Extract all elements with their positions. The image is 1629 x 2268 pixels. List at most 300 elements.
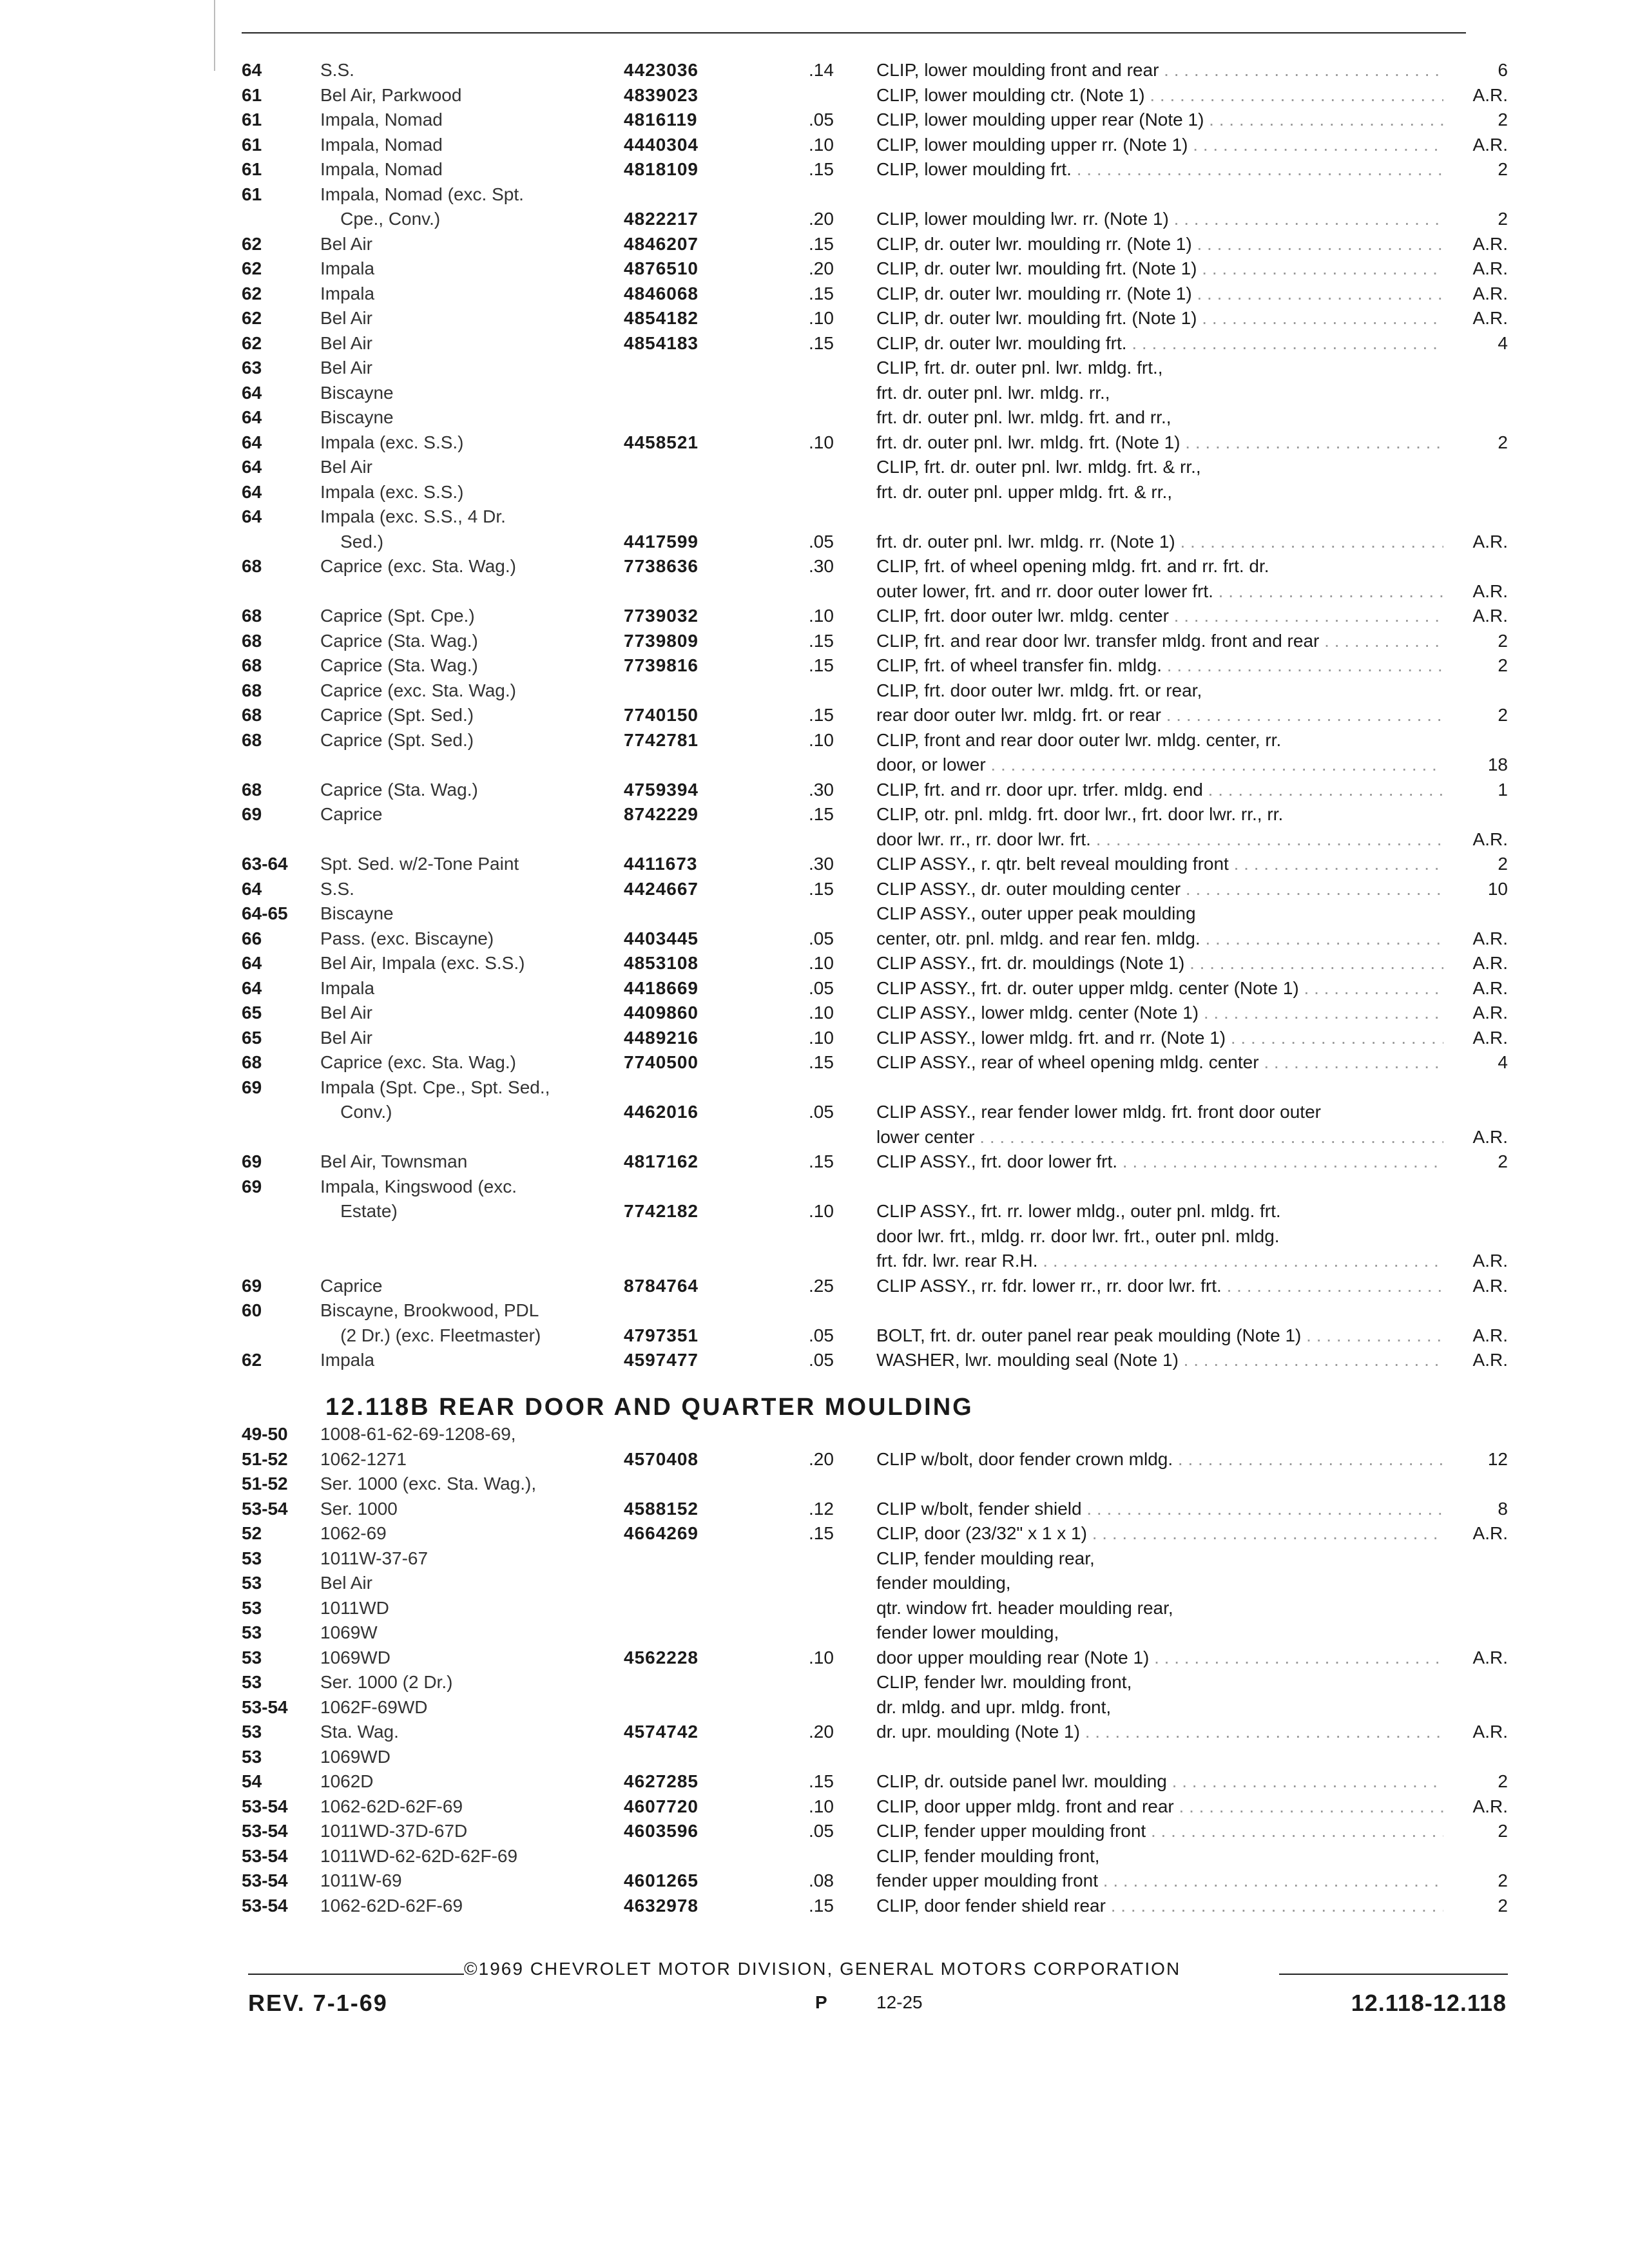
part-number-cell: 4816119	[624, 110, 698, 130]
description-cell: CLIP, fender moulding rear,	[876, 1548, 1095, 1568]
model-cell: Sed.)	[320, 531, 384, 552]
quantity-cell: A.R.	[1472, 134, 1508, 155]
part-number-cell: 4846207	[624, 233, 699, 254]
quantity-cell: 2	[1498, 854, 1508, 874]
parts-row	[242, 331, 1508, 356]
price-cell: .10	[809, 953, 834, 973]
parts-row	[242, 1298, 1508, 1323]
year-cell: 51-52	[242, 1448, 288, 1469]
parts-row	[242, 1497, 1508, 1522]
year-cell: 53-54	[242, 1696, 288, 1717]
model-cell: Impala	[320, 258, 375, 278]
description-cell: fender moulding,	[876, 1573, 1011, 1593]
year-cell: 69	[242, 1077, 262, 1097]
parts-row	[242, 282, 1508, 307]
model-cell: Bel Air	[320, 1573, 372, 1593]
quantity-cell: A.R.	[1472, 1126, 1508, 1147]
quantity-cell: 2	[1498, 1771, 1508, 1791]
quantity-cell: 18	[1487, 754, 1508, 774]
model-cell: 1062F-69WD	[320, 1696, 428, 1717]
model-cell: Impala	[320, 1350, 375, 1370]
part-number-cell: 4597477	[624, 1350, 699, 1370]
quantity-cell: A.R.	[1472, 1325, 1508, 1345]
year-cell: 53	[242, 1672, 262, 1692]
model-cell: Biscayne, Brookwood, PDL	[320, 1300, 539, 1320]
year-cell: 60	[242, 1300, 262, 1320]
footer-revision: REV. 7-1-69	[248, 1990, 388, 2016]
part-number-cell: 7739816	[624, 655, 699, 675]
description-cell: CLIP, frt. door outer lwr. mldg. frt. or rear,	[876, 680, 1202, 700]
model-cell: Caprice (Sta. Wag.)	[320, 630, 478, 651]
parts-row	[242, 1521, 1508, 1546]
header-rule	[242, 32, 1466, 34]
part-number-cell: 4409860	[624, 1003, 699, 1023]
parts-row	[242, 1819, 1508, 1844]
description-cell: CLIP, otr. pnl. mldg. frt. door lwr., frt. door lwr. rr., rr.	[876, 804, 1284, 824]
quantity-cell: A.R.	[1472, 928, 1508, 948]
description-cell: CLIP w/bolt, door fender crown mldg. . . .	[876, 1447, 1443, 1472]
model-cell: Bel Air, Impala (exc. S.S.)	[320, 953, 525, 973]
price-cell: .05	[809, 1102, 834, 1122]
price-cell: .20	[809, 258, 834, 278]
quantity-cell: A.R.	[1472, 829, 1508, 849]
price-cell: .20	[809, 1722, 834, 1742]
parts-row	[242, 1670, 1508, 1695]
price-cell: .10	[809, 1003, 834, 1023]
quantity-cell: 2	[1498, 209, 1508, 229]
parts-list-upper	[242, 58, 1508, 1373]
quantity-cell: 4	[1498, 1052, 1508, 1072]
part-number-cell: 4664269	[624, 1523, 699, 1543]
model-cell: Sta. Wag.	[320, 1722, 399, 1742]
description-cell: CLIP, frt. door outer lwr. mldg. center . . .	[876, 604, 1443, 628]
year-cell: 53-54	[242, 1821, 288, 1841]
price-cell: .10	[809, 606, 834, 626]
model-cell: Bel Air	[320, 1003, 372, 1023]
model-cell: Impala (exc. S.S., 4 Dr.	[320, 506, 506, 526]
year-cell: 62	[242, 308, 262, 328]
quantity-cell: 2	[1498, 1821, 1508, 1841]
parts-row	[242, 778, 1508, 803]
year-cell: 61	[242, 110, 262, 130]
model-cell: Impala (exc. S.S.)	[320, 481, 464, 502]
year-cell: 64	[242, 382, 262, 403]
year-cell: 68	[242, 705, 262, 725]
quantity-cell: 2	[1498, 1870, 1508, 1890]
year-cell: 53	[242, 1746, 262, 1767]
description-cell: lower center . . .	[876, 1125, 1443, 1149]
model-cell: 1062-1271	[320, 1448, 407, 1469]
year-cell: 51-52	[242, 1474, 288, 1494]
description-cell: frt. dr. outer pnl. lwr. mldg. frt. and rr.,	[876, 407, 1171, 427]
part-number-cell: 4423036	[624, 60, 699, 80]
year-cell: 53	[242, 1647, 262, 1667]
year-cell: 64	[242, 878, 262, 899]
year-cell: 53	[242, 1573, 262, 1593]
description-cell: CLIP ASSY., rr. fdr. lower rr., rr. door lwr. frt. . . .	[876, 1274, 1443, 1298]
parts-row	[242, 852, 1508, 877]
parts-row	[242, 1447, 1508, 1472]
part-number-cell: 4424667	[624, 878, 699, 899]
year-cell: 53	[242, 1548, 262, 1568]
parts-row	[242, 653, 1508, 678]
parts-row	[242, 1149, 1508, 1175]
model-cell: Biscayne	[320, 407, 394, 427]
description-cell: CLIP, lower moulding front and rear . . .	[876, 58, 1443, 82]
parts-row	[242, 1175, 1508, 1200]
part-number-cell: 4601265	[624, 1870, 699, 1890]
parts-row	[242, 256, 1508, 282]
description-cell: CLIP, front and rear door outer lwr. mldg. center, rr.	[876, 729, 1282, 750]
price-cell: .15	[809, 1052, 834, 1072]
part-number-cell: 4854182	[624, 308, 699, 328]
description-cell: CLIP ASSY., outer upper peak moulding	[876, 903, 1196, 923]
quantity-cell: A.R.	[1472, 606, 1508, 626]
parts-row	[242, 976, 1508, 1001]
parts-row	[242, 1646, 1508, 1671]
model-cell: Caprice	[320, 1275, 383, 1296]
description-cell: fender lower moulding,	[876, 1622, 1059, 1642]
price-cell: .14	[809, 60, 834, 80]
part-number-cell: 4570408	[624, 1448, 699, 1469]
parts-row	[242, 1472, 1508, 1497]
model-cell: 1062-62D-62F-69	[320, 1895, 463, 1916]
part-number-cell: 8742229	[624, 804, 699, 824]
quantity-cell: A.R.	[1472, 1523, 1508, 1543]
part-number-cell: 4759394	[624, 779, 699, 800]
parts-row	[242, 753, 1508, 778]
model-cell: Caprice (Spt. Sed.)	[320, 729, 474, 750]
description-cell: CLIP ASSY., r. qtr. belt reveal moulding front . . .	[876, 852, 1443, 876]
price-cell: .15	[809, 1523, 834, 1543]
model-cell: Impala, Nomad	[320, 159, 443, 179]
model-cell: Estate)	[320, 1201, 398, 1221]
description-cell: CLIP, lower moulding upper rr. (Note 1) . . .	[876, 133, 1443, 157]
description-cell: CLIP, door upper mldg. front and rear . . .	[876, 1794, 1443, 1819]
model-cell: Bel Air	[320, 332, 372, 353]
part-number-cell: 4854183	[624, 332, 699, 353]
description-cell: qtr. window frt. header moulding rear,	[876, 1597, 1173, 1618]
footer-p-marker: P	[815, 1992, 827, 2012]
year-cell: 62	[242, 233, 262, 254]
year-cell: 53-54	[242, 1498, 288, 1519]
description-cell: CLIP, frt. of wheel transfer fin. mldg. . . .	[876, 653, 1443, 678]
parts-row	[242, 430, 1508, 456]
year-cell: 62	[242, 283, 262, 303]
quantity-cell: A.R.	[1472, 977, 1508, 998]
quantity-cell: 2	[1498, 705, 1508, 725]
model-cell: Impala	[320, 283, 375, 303]
year-cell: 53	[242, 1722, 262, 1742]
part-number-cell: 4462016	[624, 1102, 699, 1122]
parts-row	[242, 108, 1508, 133]
parts-row	[242, 877, 1508, 902]
part-number-cell: 4822217	[624, 209, 699, 229]
description-cell: BOLT, frt. dr. outer panel rear peak moulding (Note 1) . . .	[876, 1323, 1443, 1348]
price-cell: .30	[809, 556, 834, 576]
model-cell: Impala, Nomad	[320, 134, 443, 155]
model-cell: Caprice (Spt. Sed.)	[320, 705, 474, 725]
parts-row	[242, 381, 1508, 406]
year-cell: 62	[242, 258, 262, 278]
parts-row	[242, 1596, 1508, 1621]
model-cell: Caprice (Sta. Wag.)	[320, 655, 478, 675]
section-title: 12.118B REAR DOOR AND QUARTER MOULDING	[325, 1394, 974, 1421]
year-cell: 64	[242, 432, 262, 452]
model-cell: Ser. 1000 (exc. Sta. Wag.),	[320, 1474, 537, 1494]
year-cell: 68	[242, 606, 262, 626]
year-cell: 68	[242, 655, 262, 675]
parts-row	[242, 678, 1508, 704]
price-cell: .10	[809, 1201, 834, 1221]
part-number-cell: 4846068	[624, 283, 699, 303]
description-cell: CLIP, door (23/32" x 1 x 1) . . .	[876, 1521, 1443, 1546]
year-cell: 64	[242, 977, 262, 998]
parts-row	[242, 405, 1508, 430]
model-cell: Bel Air	[320, 308, 372, 328]
model-cell: Bel Air	[320, 233, 372, 254]
part-number-cell: 4632978	[624, 1895, 699, 1916]
year-cell: 64	[242, 481, 262, 502]
year-cell: 68	[242, 556, 262, 576]
quantity-cell: A.R.	[1472, 1251, 1508, 1271]
parts-row	[242, 728, 1508, 753]
description-cell: CLIP, dr. outer lwr. moulding rr. (Note 1) . . .	[876, 232, 1443, 256]
description-cell: CLIP, dr. outer lwr. moulding frt. (Note 1) . . .	[876, 256, 1443, 281]
description-cell: frt. dr. outer pnl. lwr. mldg. rr. (Note 1) . . .	[876, 530, 1443, 554]
model-cell: Biscayne	[320, 903, 394, 923]
year-cell: 64	[242, 506, 262, 526]
price-cell: .15	[809, 233, 834, 254]
model-cell: Impala	[320, 977, 375, 998]
year-cell: 52	[242, 1523, 262, 1543]
footer-rule-left	[248, 1974, 464, 1975]
part-number-cell: 4797351	[624, 1325, 699, 1345]
price-cell: .15	[809, 332, 834, 353]
year-cell: 68	[242, 779, 262, 800]
price-cell: .10	[809, 1647, 834, 1667]
description-cell: door lwr. frt., mldg. rr. door lwr. frt., outer pnl. mldg.	[876, 1225, 1280, 1246]
price-cell: .15	[809, 1771, 834, 1791]
year-cell: 53-54	[242, 1870, 288, 1890]
year-cell: 54	[242, 1771, 262, 1791]
model-cell: 1062-69	[320, 1523, 387, 1543]
model-cell: Caprice	[320, 804, 383, 824]
parts-row	[242, 703, 1508, 728]
price-cell: .10	[809, 729, 834, 750]
year-cell: 64	[242, 60, 262, 80]
model-cell: 1069WD	[320, 1647, 390, 1667]
quantity-cell: 10	[1487, 878, 1508, 899]
year-cell: 64	[242, 407, 262, 427]
parts-row	[242, 1571, 1508, 1596]
model-cell: Impala (Spt. Cpe., Spt. Sed.,	[320, 1077, 550, 1097]
price-cell: .15	[809, 804, 834, 824]
description-cell: CLIP, lower moulding frt. . . .	[876, 157, 1443, 182]
parts-row	[242, 827, 1508, 852]
scan-edge-line	[214, 0, 215, 71]
parts-row	[242, 1546, 1508, 1571]
price-cell: .05	[809, 928, 834, 948]
part-number-cell: 4458521	[624, 432, 699, 452]
quantity-cell: A.R.	[1472, 1027, 1508, 1048]
description-cell: CLIP, dr. outside panel lwr. moulding . . .	[876, 1769, 1443, 1794]
parts-row	[242, 1249, 1508, 1274]
price-cell: .25	[809, 1275, 834, 1296]
model-cell: Bel Air	[320, 457, 372, 477]
year-cell: 66	[242, 928, 262, 948]
parts-row	[242, 1224, 1508, 1249]
description-cell: CLIP ASSY., rear fender lower mldg. frt. front door outer	[876, 1102, 1321, 1122]
parts-row	[242, 1844, 1508, 1869]
quantity-cell: A.R.	[1472, 1722, 1508, 1742]
parts-row	[242, 58, 1508, 83]
parts-row	[242, 232, 1508, 257]
year-cell: 61	[242, 159, 262, 179]
price-cell: .15	[809, 630, 834, 651]
price-cell: .15	[809, 705, 834, 725]
parts-row	[242, 1794, 1508, 1820]
price-cell: .08	[809, 1870, 834, 1890]
description-cell: CLIP w/bolt, fender shield . . .	[876, 1497, 1443, 1521]
parts-row	[242, 1075, 1508, 1100]
description-cell: door lwr. rr., rr. door lwr. frt. . . .	[876, 827, 1443, 852]
part-number-cell: 4440304	[624, 134, 699, 155]
price-cell: .30	[809, 779, 834, 800]
year-cell: 68	[242, 1052, 262, 1072]
description-cell: outer lower, frt. and rr. door outer lower frt. . . .	[876, 579, 1443, 604]
description-cell: CLIP, frt. dr. outer pnl. lwr. mldg. frt. & rr.,	[876, 457, 1201, 477]
model-cell: Caprice (exc. Sta. Wag.)	[320, 556, 516, 576]
description-cell: fender upper moulding front . . .	[876, 1869, 1443, 1893]
quantity-cell: 6	[1498, 60, 1508, 80]
parts-row	[242, 455, 1508, 480]
model-cell: 1069WD	[320, 1746, 390, 1767]
quantity-cell: 2	[1498, 655, 1508, 675]
part-number-cell: 4418669	[624, 977, 699, 998]
model-cell: Ser. 1000	[320, 1498, 398, 1519]
price-cell: .12	[809, 1498, 834, 1519]
price-cell: .15	[809, 1151, 834, 1171]
part-number-cell: 4489216	[624, 1027, 699, 1048]
year-cell: 68	[242, 630, 262, 651]
year-cell: 62	[242, 1350, 262, 1370]
description-cell: CLIP, fender lwr. moulding front,	[876, 1672, 1132, 1692]
year-cell: 53-54	[242, 1796, 288, 1816]
part-number-cell: 7739809	[624, 630, 699, 651]
parts-row	[242, 306, 1508, 331]
year-cell: 69	[242, 1275, 262, 1296]
quantity-cell: 2	[1498, 1895, 1508, 1916]
parts-row	[242, 927, 1508, 952]
price-cell: .05	[809, 110, 834, 130]
description-cell: CLIP, door fender shield rear . . .	[876, 1894, 1443, 1918]
model-cell: 1011WD-37D-67D	[320, 1821, 468, 1841]
price-cell: .05	[809, 1325, 834, 1345]
price-cell: .05	[809, 531, 834, 552]
quantity-cell: A.R.	[1472, 1350, 1508, 1370]
part-number-cell: 4607720	[624, 1796, 699, 1816]
parts-row	[242, 1125, 1508, 1150]
parts-row	[242, 1274, 1508, 1299]
year-cell: 53	[242, 1597, 262, 1618]
quantity-cell: 8	[1498, 1498, 1508, 1519]
price-cell: .15	[809, 878, 834, 899]
description-cell: CLIP ASSY., lower mldg. frt. and rr. (Note 1) . . .	[876, 1026, 1443, 1050]
part-number-cell: 4403445	[624, 928, 699, 948]
price-cell: .15	[809, 1895, 834, 1916]
quantity-cell: A.R.	[1472, 531, 1508, 552]
quantity-cell: A.R.	[1472, 1796, 1508, 1816]
model-cell: Caprice (exc. Sta. Wag.)	[320, 1052, 516, 1072]
year-cell: 69	[242, 1176, 262, 1196]
quantity-cell: 2	[1498, 432, 1508, 452]
quantity-cell: A.R.	[1472, 283, 1508, 303]
year-cell: 62	[242, 332, 262, 353]
parts-row	[242, 1745, 1508, 1770]
parts-row	[242, 505, 1508, 530]
price-cell: .10	[809, 1027, 834, 1048]
parts-row	[242, 951, 1508, 976]
description-cell: door upper moulding rear (Note 1) . . .	[876, 1646, 1443, 1670]
model-cell: Ser. 1000 (2 Dr.)	[320, 1672, 453, 1692]
quantity-cell: A.R.	[1472, 233, 1508, 254]
parts-row	[242, 802, 1508, 827]
model-cell: Caprice (Sta. Wag.)	[320, 779, 478, 800]
description-cell: CLIP, lower moulding upper rear (Note 1) . . .	[876, 108, 1443, 132]
model-cell: Caprice (Spt. Cpe.)	[320, 606, 475, 626]
quantity-cell: 2	[1498, 110, 1508, 130]
quantity-cell: A.R.	[1472, 84, 1508, 105]
year-cell: 65	[242, 1027, 262, 1048]
year-cell: 53	[242, 1622, 262, 1642]
part-number-cell: 7740150	[624, 705, 699, 725]
parts-row	[242, 83, 1508, 108]
model-cell: 1062-62D-62F-69	[320, 1796, 463, 1816]
description-cell: door, or lower . . .	[876, 753, 1443, 777]
model-cell: Bel Air	[320, 358, 372, 378]
price-cell: .10	[809, 134, 834, 155]
quantity-cell: 2	[1498, 630, 1508, 651]
year-cell: 53-54	[242, 1895, 288, 1916]
description-cell: frt. dr. outer pnl. lwr. mldg. frt. (Note 1) . . .	[876, 430, 1443, 455]
year-cell: 64	[242, 457, 262, 477]
model-cell: Caprice (exc. Sta. Wag.)	[320, 680, 516, 700]
description-cell: dr. mldg. and upr. mldg. front,	[876, 1696, 1112, 1717]
year-cell: 69	[242, 1151, 262, 1171]
part-number-cell: 4562228	[624, 1647, 699, 1667]
model-cell: 1011WD-62-62D-62F-69	[320, 1845, 518, 1866]
description-cell: CLIP ASSY., frt. door lower frt. . . .	[876, 1149, 1443, 1174]
parts-row	[242, 604, 1508, 629]
parts-row	[242, 182, 1508, 207]
year-cell: 68	[242, 729, 262, 750]
quantity-cell: 4	[1498, 332, 1508, 353]
description-cell: CLIP, fender upper moulding front . . .	[876, 1819, 1443, 1843]
year-cell: 49-50	[242, 1424, 288, 1444]
parts-row	[242, 1100, 1508, 1125]
parts-row	[242, 480, 1508, 505]
part-number-cell: 4817162	[624, 1151, 699, 1171]
quantity-cell: A.R.	[1472, 953, 1508, 973]
quantity-cell: 1	[1498, 779, 1508, 800]
part-number-cell: 7739032	[624, 606, 699, 626]
description-cell: frt. dr. outer pnl. lwr. mldg. rr.,	[876, 382, 1110, 403]
parts-row	[242, 1695, 1508, 1720]
parts-row	[242, 1422, 1508, 1447]
part-number-cell: 4627285	[624, 1771, 699, 1791]
parts-row	[242, 356, 1508, 381]
